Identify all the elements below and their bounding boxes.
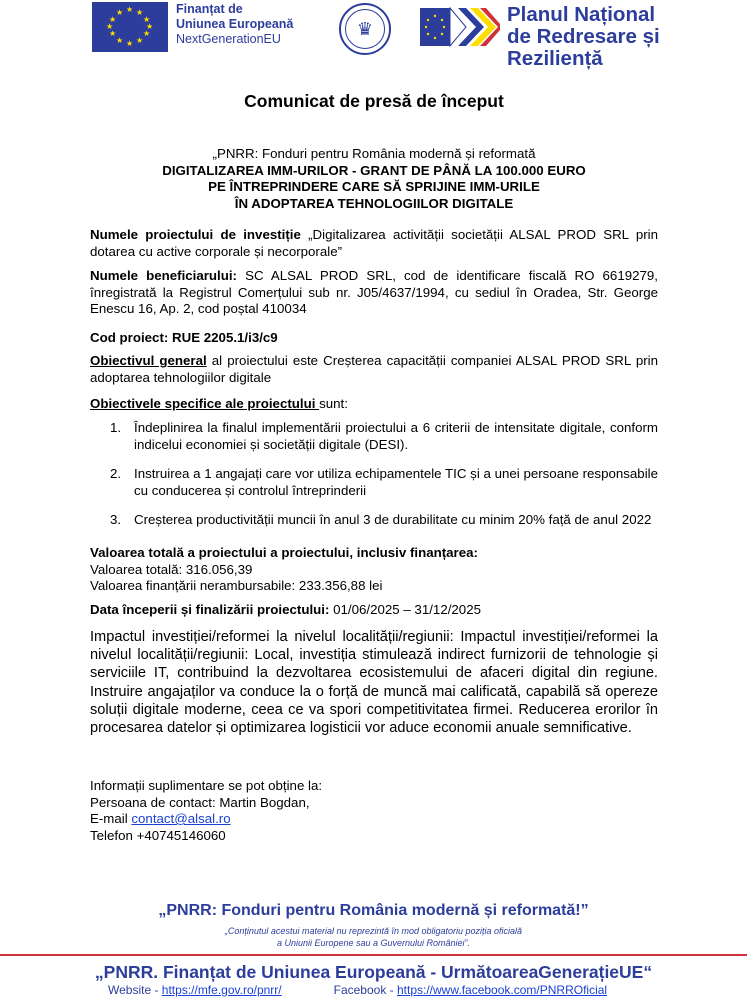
footer-disclaimer — [0, 925, 747, 949]
pnrr-title-line-2: de Redresare și Reziliență — [507, 25, 660, 70]
contact-phone: Telefon +40745146060 — [90, 827, 226, 843]
website-link[interactable]: https://mfe.gov.ro/pnrr/ — [161, 983, 282, 997]
project-dates-value: 01/06/2025 – 31/12/2025 — [329, 602, 481, 617]
romanian-government-seal — [339, 3, 391, 55]
website-label: Website - — [108, 983, 162, 997]
project-value-block — [90, 545, 658, 595]
page-title: Comunicat de presă de început — [244, 91, 504, 111]
project-code — [90, 330, 658, 347]
disclaimer-line-2: a Uniunii Europene sau a Guvernului României”. — [276, 938, 471, 948]
list-item-text: Creșterea productivității muncii în anul 3 de durabilitate cu minim 20% față de anul 2022 — [134, 512, 652, 527]
list-item-number: 1. — [110, 420, 122, 435]
pnrr-logo-icon — [420, 2, 500, 52]
eu-line-2: Uniunea Europeană — [176, 17, 294, 31]
eu-funding-text — [176, 2, 293, 47]
specific-objectives-suffix: sunt: — [319, 396, 348, 411]
contact-person: Persoana de contact: Martin Bogdan, — [90, 794, 310, 810]
subhead-line-3: PE ÎNTREPRINDERE CARE SĂ SPRIJINE IMM-URILE — [208, 179, 540, 194]
project-name-paragraph — [90, 227, 658, 260]
project-total-value: Valoarea totală: 316.056,39 — [90, 561, 253, 577]
list-item-number: 2. — [110, 466, 122, 481]
pnrr-title — [507, 4, 747, 70]
email-label: E-mail — [90, 811, 132, 826]
project-name-label: Numele proiectului de investiție — [90, 227, 301, 242]
beneficiary-paragraph — [90, 268, 658, 318]
list-item-number: 3. — [110, 512, 122, 527]
beneficiary-label: Numele beneficiarului: — [90, 268, 237, 283]
footer-slogan: „PNRR: Fonduri pentru România modernă și reformată!” — [158, 902, 589, 919]
project-name-value: „Digitalizarea activității societății ALSAL PROD SRL prin dotarea cu active corporale și necorporale” — [90, 227, 658, 259]
impact-paragraph: Impactul investiției/reformei la nivelul localității/regiunii: Impactul investiției/reformei la nivelul localității/regiunii: Local, investiția stimulează indirect furnizorii de tehnologie și serviciile IT, contribuind la dezvoltarea ecosistemului de afaceri digital din regiune. Instruire angajaților va conduce la o forță de muncă mai calificată, capabilă să opereze soluții digitale moderne, ceea ce va spori competitivitatea firmei. Reducerea erorilor în procesarea datelor și optimizarea logisticii vor aduce economii anuale semnificative. — [90, 629, 658, 737]
eu-line-1: Finanțat de — [176, 2, 243, 16]
eu-flag-icon: ★ ★ ★ ★ ★ ★ ★ ★ ★ ★ ★ ★ — [92, 2, 168, 52]
beneficiary-value: SC ALSAL PROD SRL, cod de identificare fiscală RO 6619279, înregistrată la Registrul Comerțului sub nr. J05/4637/1994, cu sediul în Oradea, Str. George Enescu 16, Ap. 2, cod poștal 410034 — [90, 268, 658, 316]
general-objective-label: Obiectivul general — [90, 353, 207, 368]
pnrr-title-line-1: Planul Național — [507, 3, 656, 26]
coat-of-arms-icon: ♛ — [345, 9, 385, 49]
program-subheading — [90, 146, 658, 212]
facebook-label: Facebook - — [333, 983, 397, 997]
footer-links — [108, 983, 607, 997]
list-item — [90, 420, 658, 453]
email-link[interactable]: contact@alsal.ro — [131, 811, 231, 826]
list-item-text: Instruirea a 1 angajați care vor utiliza echipamentele TIC și a unei persoane responsabile cu conducerea și controlul întreprinderii — [134, 466, 658, 498]
contact-email-line — [90, 811, 658, 828]
disclaimer-line-1: „Conținutul acestui material nu reprezintă în mod obligatoriu poziția oficială — [224, 926, 523, 936]
specific-objectives-heading — [90, 396, 658, 413]
specific-objectives-label: Obiectivele specifice ale proiectului — [90, 396, 320, 411]
subhead-line-1: „PNRR: Fonduri pentru România modernă și reformată — [212, 146, 536, 161]
project-dates — [90, 602, 658, 619]
footer-divider — [0, 954, 747, 956]
contact-block — [90, 778, 658, 844]
list-item — [90, 512, 658, 529]
general-objective-value: al proiectului este Creșterea capacității companiei ALSAL PROD SRL prin adoptarea tehnologiilor digitale — [90, 353, 658, 385]
specific-objectives-list — [90, 420, 658, 542]
subhead-line-4: ÎN ADOPTAREA TEHNOLOGIILOR DIGITALE — [234, 195, 514, 211]
project-value-label: Valoarea totală a proiectului a proiectului, inclusiv finanțarea: — [90, 545, 478, 560]
facebook-link[interactable]: https://www.facebook.com/PNRROficial — [397, 983, 608, 997]
eu-funding-logo — [92, 2, 293, 52]
contact-intro: Informații suplimentare se pot obține la: — [90, 778, 323, 793]
project-code-text: Cod proiect: RUE 2205.1/i3/c9 — [90, 330, 278, 345]
list-item — [90, 466, 658, 499]
project-grant-value: Valoarea finanțării nerambursabile: 233.356,88 lei — [90, 578, 383, 593]
list-item-text: Îndeplinirea la finalul implementării proiectului a 6 criterii de intensitate digitale, conform indicelui economiei și societății digitale (DESI). — [134, 420, 658, 452]
eu-line-3: NextGenerationEU — [176, 32, 281, 46]
footer-funding-statement: „PNRR. Finanțat de Uniunea Europeană - UrmătoareaGenerațieUE“ — [94, 962, 653, 982]
general-objective-paragraph — [90, 353, 658, 386]
subhead-line-2: DIGITALIZAREA IMM-URILOR - GRANT DE PÂNĂ LA 100.000 EURO — [162, 162, 586, 178]
project-dates-label: Data începerii și finalizării proiectului: — [90, 602, 330, 617]
header-logos — [0, 0, 747, 70]
